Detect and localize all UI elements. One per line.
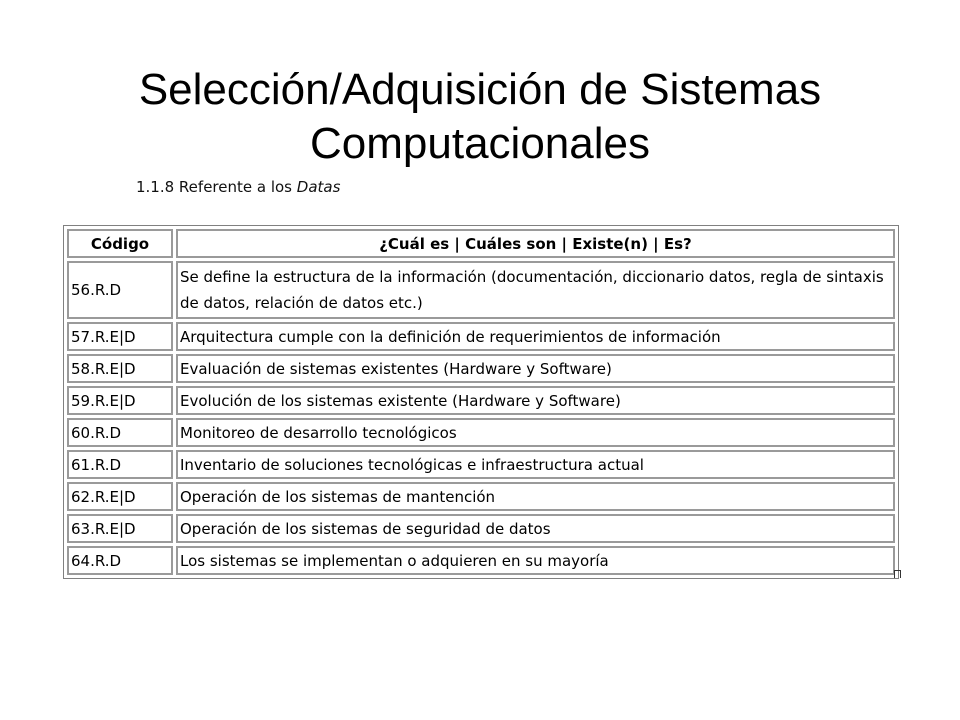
row-description: Operación de los sistemas de seguridad de datos (176, 514, 895, 543)
table-row (67, 450, 895, 479)
table-row (67, 546, 895, 575)
row-description: Operación de los sistemas de mantención (176, 482, 895, 511)
row-description: Se define la estructura de la información (documentación, diccionario datos, regla de sintaxis de datos, relación de datos etc.) (176, 261, 895, 319)
row-code: 59.R.E|D (67, 386, 173, 415)
row-code: 61.R.D (67, 450, 173, 479)
table-row (67, 386, 895, 415)
table-header-row (67, 229, 895, 258)
table-row (67, 322, 895, 351)
header-description: ¿Cuál es | Cuáles son | Existe(n) | Es? (176, 229, 895, 258)
row-code: 58.R.E|D (67, 354, 173, 383)
row-description: Inventario de soluciones tecnológicas e infraestructura actual (176, 450, 895, 479)
row-code: 62.R.E|D (67, 482, 173, 511)
paragraph-mark-icon (894, 570, 901, 578)
row-code: 57.R.E|D (67, 322, 173, 351)
row-description: Evaluación de sistemas existentes (Hardware y Software) (176, 354, 895, 383)
table-row (67, 514, 895, 543)
row-code: 60.R.D (67, 418, 173, 447)
row-description: Monitoreo de desarrollo tecnológicos (176, 418, 895, 447)
header-code: Código (67, 229, 173, 258)
row-code: 63.R.E|D (67, 514, 173, 543)
requirements-table (63, 225, 899, 579)
row-description: Evolución de los sistemas existente (Hardware y Software) (176, 386, 895, 415)
row-description: Arquitectura cumple con la definición de requerimientos de información (176, 322, 895, 351)
row-code: 56.R.D (67, 261, 173, 319)
row-description: Los sistemas se implementan o adquieren en su mayoría (176, 546, 895, 575)
table-row (67, 418, 895, 447)
row-code: 64.R.D (67, 546, 173, 575)
slide-title: Selección/Adquisición de Sistemas Computacionales (138, 65, 822, 169)
section-label-italic: Datas (296, 178, 341, 196)
section-label (136, 178, 340, 196)
table-row (67, 482, 895, 511)
section-label-text: 1.1.8 Referente a los (136, 178, 297, 196)
table-row (67, 261, 895, 319)
table-row (67, 354, 895, 383)
